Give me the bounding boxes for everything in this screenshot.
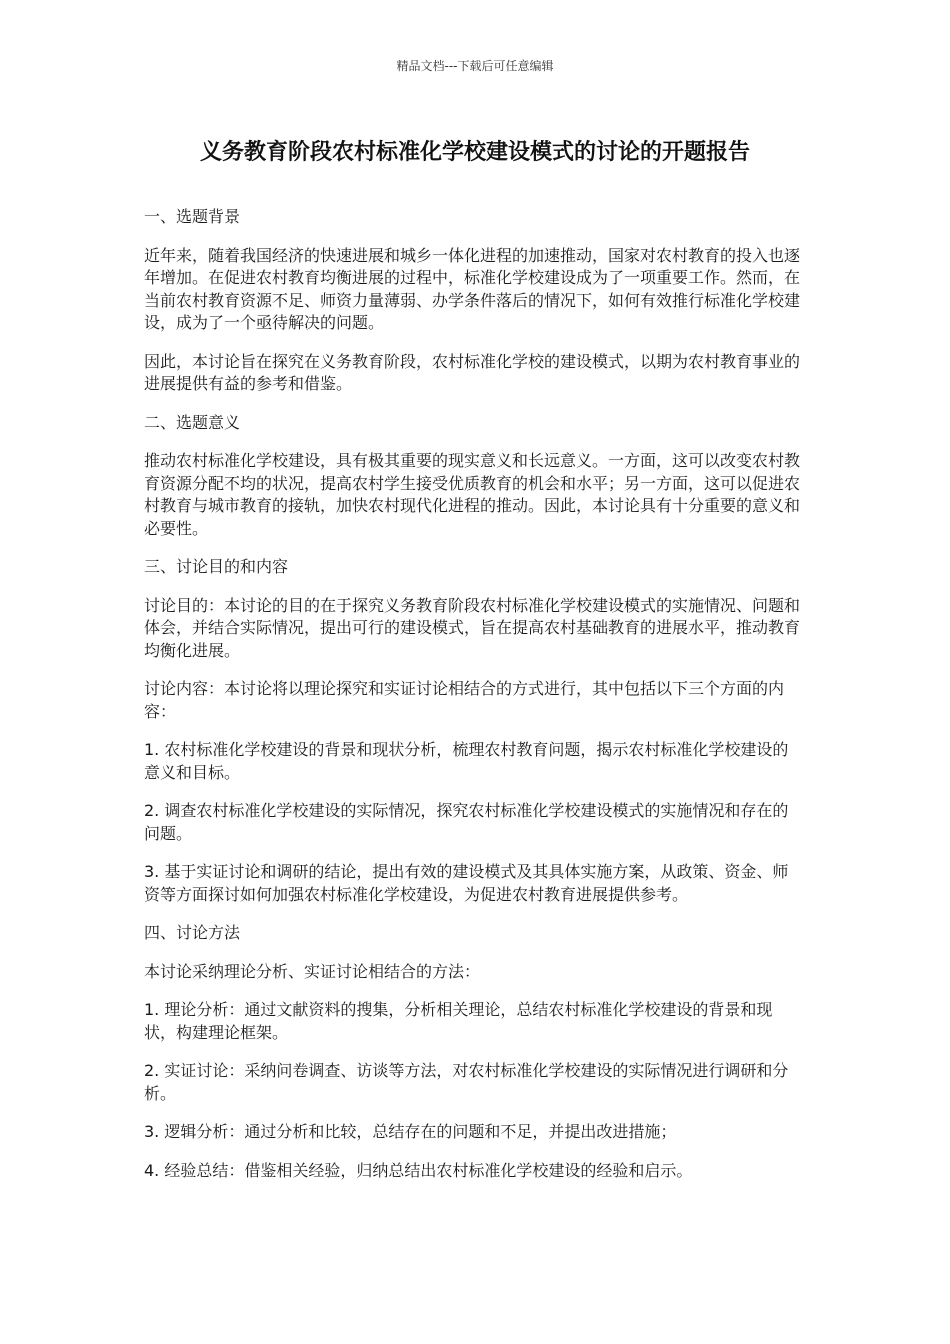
list-item-content-1: 1. 农村标准化学校建设的背景和现状分析，梳理农村教育问题，揭示农村标准化学校建设的意义和目标。 — [144, 740, 789, 782]
paragraph-methods-intro: 本讨论采纳理论分析、实证讨论相结合的方法： — [144, 961, 481, 981]
list-item-content-3: 3. 基于实证讨论和调研的结论，提出有效的建设模式及其具体实施方案，从政策、资金、师资等方面探讨如何加强农村标准化学校建设，为促进农村教育进展提供参考。 — [144, 862, 789, 904]
section-heading-methods: 四、讨论方法 — [144, 923, 241, 942]
paragraph-objectives: 讨论目的：本讨论的目的在于探究义务教育阶段农村标准化学校建设模式的实施情况、问题和体会，并结合实际情况，提出可行的建设模式，旨在提高农村基础教育的进展水平，推动教育均衡化进展。 — [144, 595, 801, 660]
document-body — [144, 206, 804, 1198]
document-title: 义务教育阶段农村标准化学校建设模式的讨论的开题报告 — [199, 140, 750, 165]
paragraph-content-intro: 讨论内容：本讨论将以理论探究和实证讨论相结合的方式进行，其中包括以下三个方面的内容： — [144, 679, 785, 721]
page-header-note: 精品文档---下载后可任意编辑 — [396, 59, 554, 73]
paragraph-background: 近年来，随着我国经济的快速进展和城乡一体化进程的加速推动，国家对农村教育的投入也逐年增加。在促进农村教育均衡进展的过程中，标准化学校建设成为了一项重要工作。然而，在当前农村教育资源不足、师资力量薄弱、办学条件落后的情况下，如何有效推行标准化学校建设，成为了一个亟待解决的问题。 — [144, 245, 801, 332]
list-item-content-2: 2. 调查农村标准化学校建设的实际情况，探究农村标准化学校建设模式的实施情况和存在的问题。 — [144, 801, 789, 843]
paragraph-purpose-intro: 因此，本讨论旨在探究在义务教育阶段，农村标准化学校的建设模式，以期为农村教育事业的进展提供有益的参考和借鉴。 — [144, 351, 801, 393]
list-item-method-3: 3. 逻辑分析：通过分析和比较，总结存在的问题和不足，并提出改进措施； — [144, 1122, 677, 1141]
list-item-method-4: 4. 经验总结：借鉴相关经验，归纳总结出农村标准化学校建设的经验和启示。 — [144, 1160, 693, 1180]
section-heading-background: 一、选题背景 — [144, 207, 241, 226]
list-item-method-2: 2. 实证讨论：采纳问卷调查、访谈等方法，对农村标准化学校建设的实际情况进行调研和分析。 — [144, 1061, 789, 1103]
paragraph-significance: 推动农村标准化学校建设，具有极其重要的现实意义和长远意义。一方面，这可以改变农村教育资源分配不均的状况，提高农村学生接受优质教育的机会和水平；另一方面，这可以促进农村教育与城市教育的接轨，加快农村现代化进程的推动。因此，本讨论具有十分重要的意义和必要性。 — [144, 451, 801, 538]
list-item-method-1: 1. 理论分析：通过文献资料的搜集，分析相关理论，总结农村标准化学校建设的背景和现状，构建理论框架。 — [144, 1000, 773, 1042]
section-heading-significance: 二、选题意义 — [144, 412, 241, 432]
section-heading-objectives: 三、讨论目的和内容 — [144, 557, 289, 576]
